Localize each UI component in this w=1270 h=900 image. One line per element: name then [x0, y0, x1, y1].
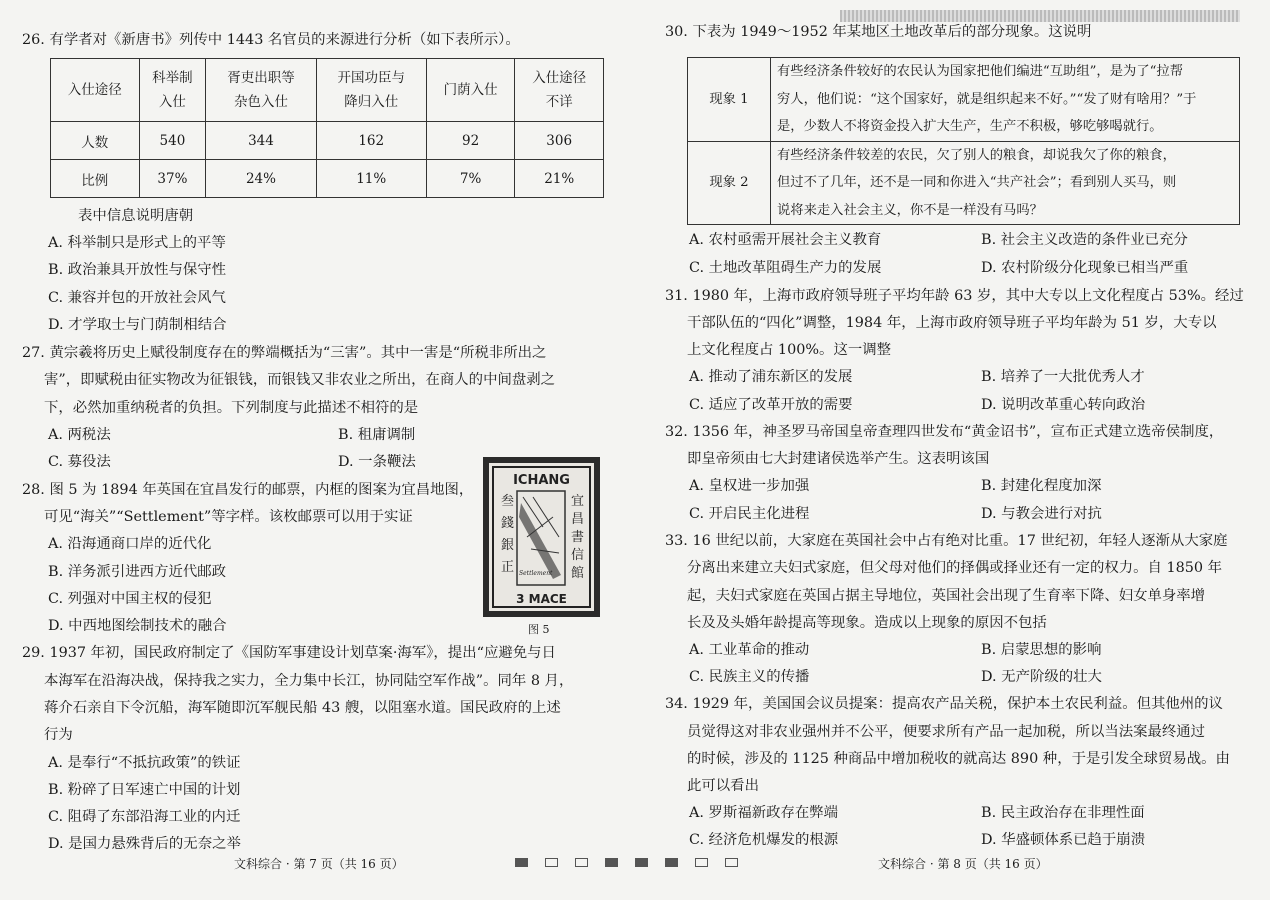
q31-line: 31. 1980 年，上海市政府领导班子平均年龄 63 岁，其中大专以上文化程度占 53%。经过: [665, 288, 1244, 304]
table-cell: [771, 141, 1240, 225]
q31-line: 干部队伍的“四化”调整，1984 年，上海市政府领导班子平均年龄为 51 岁，大专以: [687, 315, 1217, 331]
q28-line: 可见“海关”“Settlement”等字样。该枚邮票可以用于实证: [44, 509, 413, 525]
q27-option-d[interactable]: D. 一条鞭法: [338, 454, 416, 470]
stamp-settlement-label: Settlement: [519, 570, 553, 577]
table-row: [51, 160, 604, 198]
q28-option-a[interactable]: A. 沿海通商口岸的近代化: [48, 536, 212, 552]
q31-line: 上文化程度占 100%。这一调整: [687, 342, 892, 358]
q33-line: 分离出来建立夫妇式家庭，但父母对他们的择偶或择业还有一定的权力。自 1850 年: [687, 560, 1223, 576]
page-marker-square: [605, 858, 618, 867]
table-cell: 37%: [139, 160, 206, 198]
page-marker-square: [545, 858, 558, 867]
q26-stem: 26. 有学者对《新唐书》列传中 1443 名官员的来源进行分析（如下表所示）。: [22, 32, 520, 48]
stamp-left-char: 銀: [501, 538, 515, 553]
q29-option-a[interactable]: A. 是奉行“不抵抗政策”的铁证: [48, 755, 241, 771]
q26-option-d[interactable]: D. 才学取士与门荫制相结合: [48, 317, 227, 333]
q32-option-d[interactable]: D. 与教会进行对抗: [981, 506, 1102, 522]
q34-line: 34. 1929 年，美国国会议员提案：提高农产品关税，保护本土农民利益。但其他州的议: [665, 696, 1223, 712]
q28-line: 28. 图 5 为 1894 年英国在宜昌发行的邮票，内框的图案为宜昌地图，: [22, 482, 474, 498]
q30-option-a[interactable]: A. 农村亟需开展社会主义教育: [689, 232, 882, 248]
table-cell: 344: [206, 122, 316, 160]
table-cell: [771, 58, 1240, 142]
q27-line: 下，必然加重纳税者的负担。下列制度与此描述不相符的是: [44, 400, 419, 416]
phenomenon-line: 有些经济条件较差的农民，欠了别人的粮食，却说我欠了你的粮食，: [777, 147, 1176, 163]
q32-option-a[interactable]: A. 皇权进一步加强: [689, 478, 810, 494]
table-row: [51, 59, 604, 122]
q31-option-d[interactable]: D. 说明改革重心转向政治: [981, 397, 1146, 413]
table-cell: 92: [426, 122, 515, 160]
table-cell: 现象 2: [688, 141, 771, 225]
table-cell: 21%: [515, 160, 604, 198]
q29-option-d[interactable]: D. 是国力悬殊背后的无奈之举: [48, 836, 241, 852]
q29-line: 蒋介石亲自下令沉船，海军随即沉军舰民船 43 艘，以阻塞水道。国民政府的上述: [44, 700, 561, 716]
q27-option-b[interactable]: B. 租庸调制: [338, 427, 416, 443]
q30-table: [687, 57, 1240, 225]
q32-line: 32. 1356 年，神圣罗马帝国皇帝查理四世发布“黄金诏书”，宣布正式建立选帝侯制度，: [665, 424, 1224, 440]
q30-option-c[interactable]: C. 土地改革阻碍生产力的发展: [689, 260, 882, 276]
q33-line: 33. 16 世纪以前，大家庭在英国社会中占有绝对比重。17 世纪初，年轻人逐渐从大家庭: [665, 533, 1228, 549]
stamp-left-char: 正: [501, 560, 515, 575]
q28-option-b[interactable]: B. 洋务派引进西方近代邮政: [48, 564, 227, 580]
table-cell: 现象 1: [688, 58, 771, 142]
q26-option-a[interactable]: A. 科举制只是形式上的平等: [48, 235, 226, 251]
q29-line: 29. 1937 年初，国民政府制定了《国防军事建设计划草案·海军》，提出“应避免与日: [22, 645, 556, 661]
page-footer-left: 文科综合 · 第 7 页（共 16 页）: [234, 857, 404, 871]
page-7: [22, 0, 622, 900]
table-row: [688, 58, 1240, 142]
stamp-right-char: 書: [571, 530, 585, 545]
phenomenon-line: 但过不了几年，还不是一同和你进入“共产社会”；看到别人买马，则: [777, 175, 1177, 190]
q27-option-c[interactable]: C. 募役法: [48, 454, 111, 470]
q32-option-c[interactable]: C. 开启民主化进程: [689, 506, 810, 522]
stamp-right-char: 昌: [571, 512, 585, 527]
q30-option-d[interactable]: D. 农村阶级分化现象已相当严重: [981, 260, 1189, 276]
stamp-left-char: 錢: [501, 516, 515, 531]
q29-line: 本海军在沿海决战，保持我之实力，全力集中长江，协同陆空军作战”。同年 8 月，: [44, 673, 574, 689]
q34-option-b[interactable]: B. 民主政治存在非理性面: [981, 805, 1145, 821]
q32-line: 即皇帝须由七大封建诸侯选举产生。这表明该国: [687, 451, 990, 467]
q34-option-d[interactable]: D. 华盛顿体系已趋于崩溃: [981, 832, 1146, 848]
stamp-right-char: 館: [571, 566, 585, 581]
q33-option-b[interactable]: B. 启蒙思想的影响: [981, 642, 1102, 658]
q33-option-a[interactable]: A. 工业革命的推动: [689, 642, 810, 658]
table-cell: 人数: [51, 122, 140, 160]
q34-line: 的时候，涉及的 1125 种商品中增加税收的就高达 890 种，于是引发全球贸易战。由: [687, 751, 1230, 767]
table-header-cell: 科举制 入仕: [139, 59, 206, 122]
phenomenon-line: 是，少数人不将资金投入扩大生产，生产不积极，够吃够喝就行。: [777, 119, 1163, 134]
q28-option-d[interactable]: D. 中西地图绘制技术的融合: [48, 618, 227, 634]
q33-line: 长及及头婚年龄提高等现象。造成以上现象的原因不包括: [687, 615, 1047, 631]
phenomenon-line: 有些经济条件较好的农民认为国家把他们编进“互助组”，是为了“拉帮: [777, 64, 1184, 79]
q26-table: [50, 58, 604, 198]
q26-lead: 表中信息说明唐朝: [78, 208, 194, 224]
q34-option-c[interactable]: C. 经济危机爆发的根源: [689, 832, 839, 848]
q30-stem: 30. 下表为 1949～1952 年某地区土地改革后的部分现象。这说明: [665, 24, 1092, 40]
table-cell: 7%: [426, 160, 515, 198]
stamp-left-char: 叁: [501, 494, 515, 509]
q33-line: 起，夫妇式家庭在英国占据主导地位，英国社会出现了生育率下降、妇女单身率增: [687, 588, 1206, 604]
q32-option-b[interactable]: B. 封建化程度加深: [981, 478, 1102, 494]
page-8: [665, 0, 1250, 900]
table-cell: 11%: [316, 160, 426, 198]
page-marker-square: [635, 858, 648, 867]
stamp-bottom-text: 3 MACE: [516, 592, 567, 606]
q26-option-b[interactable]: B. 政治兼具开放性与保守性: [48, 262, 227, 278]
q31-option-b[interactable]: B. 培养了一大批优秀人才: [981, 369, 1145, 385]
q31-option-a[interactable]: A. 推动了浦东新区的发展: [689, 369, 853, 385]
table-cell: 306: [515, 122, 604, 160]
q34-option-a[interactable]: A. 罗斯福新政存在弊端: [689, 805, 839, 821]
q33-option-c[interactable]: C. 民族主义的传播: [689, 669, 810, 685]
table-row: [51, 122, 604, 160]
q28-option-c[interactable]: C. 列强对中国主权的侵犯: [48, 591, 212, 607]
q29-option-c[interactable]: C. 阻碍了东部沿海工业的内迁: [48, 809, 241, 825]
q31-option-c[interactable]: C. 适应了改革开放的需要: [689, 397, 853, 413]
q29-line: 行为: [44, 727, 73, 743]
table-cell: 比例: [51, 160, 140, 198]
table-header-cell: 胥吏出职等 杂色入仕: [206, 59, 316, 122]
table-cell: 540: [139, 122, 206, 160]
table-cell: 162: [316, 122, 426, 160]
q34-line: 此可以看出: [687, 778, 759, 794]
q26-option-c[interactable]: C. 兼容并包的开放社会风气: [48, 290, 226, 306]
phenomenon-line: 说将来走入社会主义，你不是一样没有马吗？: [777, 202, 1043, 218]
q33-option-d[interactable]: D. 无产阶级的壮大: [981, 669, 1102, 685]
q30-option-b[interactable]: B. 社会主义改造的条件业已充分: [981, 232, 1188, 248]
q27-line: 害”，即赋税由征实物改为征银钱，而银钱又非农业之所出，在商人的中间盘剥之: [44, 372, 556, 388]
q34-line: 员觉得这对非农业强州并不公平，便要求所有产品一起加税，所以当法案最终通过: [687, 724, 1206, 740]
stamp-right-char: 信: [571, 548, 585, 563]
table-header-cell: 开国功臣与 降归入仕: [316, 59, 426, 122]
table-cell: 24%: [206, 160, 316, 198]
phenomenon-line: 穷人，他们说：“这个国家好，就是组织起来不好。”“发了财有啥用？”于: [777, 91, 1197, 107]
table-header-cell: 门荫入仕: [426, 59, 515, 122]
q27-line: 27. 黄宗羲将历史上赋役制度存在的弊端概括为“三害”。其中一害是“所税非所出之: [22, 345, 547, 361]
ichang-stamp-image: [483, 457, 600, 617]
page-footer-right: 文科综合 · 第 8 页（共 16 页）: [878, 857, 1048, 871]
table-header-cell: 入仕途径 不详: [515, 59, 604, 122]
stamp-top-text: ICHANG: [513, 473, 570, 488]
page-marker-square: [575, 858, 588, 867]
stamp-right-char: 宜: [571, 494, 585, 509]
q27-option-a[interactable]: A. 两税法: [48, 427, 111, 443]
q29-option-b[interactable]: B. 粉碎了日军速亡中国的计划: [48, 782, 241, 798]
figure-caption: 图 5: [528, 623, 550, 636]
table-row: [688, 141, 1240, 225]
page-marker-square: [515, 858, 528, 867]
table-header-cell: 入仕途径: [51, 59, 140, 122]
